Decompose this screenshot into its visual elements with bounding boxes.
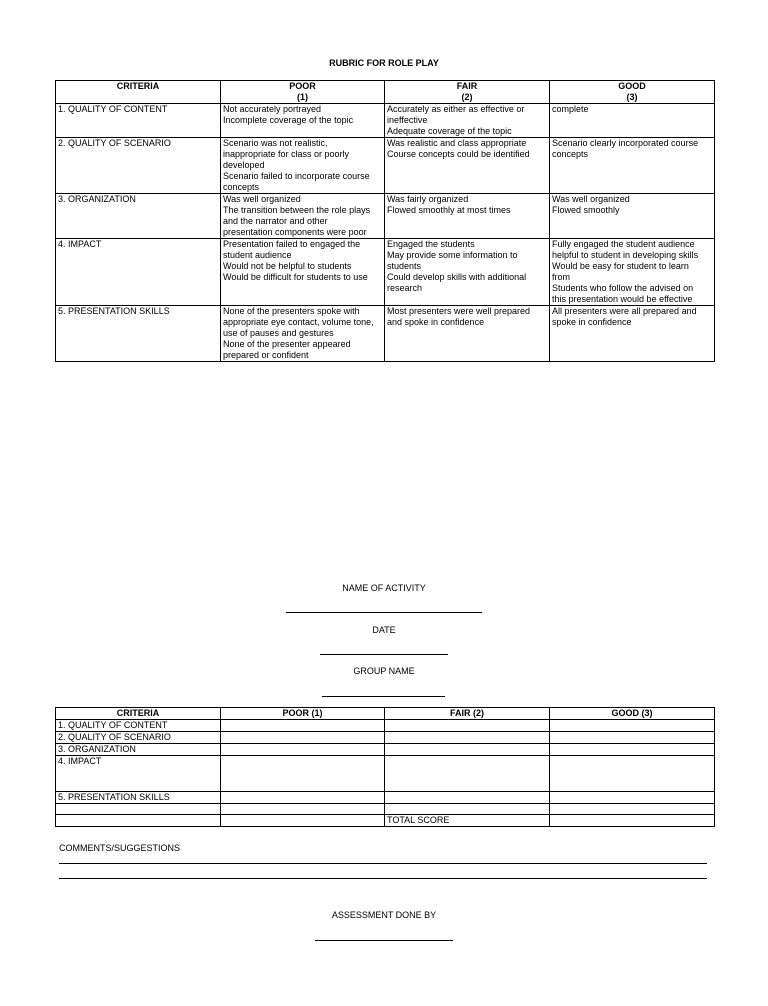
assessment-label: ASSESSMENT DONE BY bbox=[331, 910, 437, 920]
rubric-header-criteria: CRITERIA bbox=[56, 81, 221, 104]
rubric-cell-good: Scenario clearly incorporated course concepts bbox=[550, 138, 715, 194]
score-header-row bbox=[56, 708, 715, 720]
score-row-impact bbox=[56, 756, 715, 792]
rubric-cell-criteria: 5. PRESENTATION SKILLS bbox=[56, 306, 221, 362]
score-criteria: 1. QUALITY OF CONTENT bbox=[56, 720, 221, 732]
rubric-cell-fair: Was fairly organized Flowed smoothly at most times bbox=[385, 194, 550, 239]
score-row-total bbox=[56, 815, 715, 827]
score-row-scenario bbox=[56, 732, 715, 744]
score-criteria: 2. QUALITY OF SCENARIO bbox=[56, 732, 221, 744]
score-cell-fair[interactable] bbox=[385, 792, 550, 804]
rubric-header-fair: FAIR (2) bbox=[385, 81, 550, 104]
rubric-row bbox=[56, 194, 715, 239]
score-row-content bbox=[56, 720, 715, 732]
rubric-cell-poor: Not accurately portrayed Incomplete coverage of the topic bbox=[221, 104, 385, 138]
rubric-cell-criteria: 2. QUALITY OF SCENARIO bbox=[56, 138, 221, 194]
score-cell-fair[interactable] bbox=[385, 732, 550, 744]
score-header-poor: POOR (1) bbox=[221, 708, 385, 720]
rubric-cell-criteria: 3. ORGANIZATION bbox=[56, 194, 221, 239]
rubric-header-row bbox=[56, 81, 715, 104]
rubric-cell-fair: Most presenters were well prepared and spoke in confidence bbox=[385, 306, 550, 362]
score-cell-fair[interactable] bbox=[385, 744, 550, 756]
score-cell-good[interactable] bbox=[550, 720, 715, 732]
rubric-cell-fair: Engaged the students May provide some information to students Could develop skills with additional research bbox=[385, 239, 550, 306]
rubric-cell-good: Fully engaged the student audience helpful to student in developing skills Would be easy for student to learn from Students who follow the advised on this presentation would be effective bbox=[550, 239, 715, 306]
score-cell-good[interactable] bbox=[550, 804, 715, 815]
score-row-organization bbox=[56, 744, 715, 756]
rubric-row bbox=[56, 306, 715, 362]
score-cell-poor[interactable] bbox=[221, 720, 385, 732]
rubric-cell-fair: Was realistic and class appropriate Course concepts could be identified bbox=[385, 138, 550, 194]
rubric-row bbox=[56, 138, 715, 194]
score-cell-poor[interactable] bbox=[221, 744, 385, 756]
score-cell-fair[interactable] bbox=[385, 756, 550, 792]
score-row-blank bbox=[56, 804, 715, 815]
score-cell-fair[interactable] bbox=[385, 804, 550, 815]
rubric-cell-good: Was well organized Flowed smoothly bbox=[550, 194, 715, 239]
score-cell-poor bbox=[221, 815, 385, 827]
rubric-cell-criteria: 1. QUALITY OF CONTENT bbox=[56, 104, 221, 138]
activity-line[interactable] bbox=[286, 612, 482, 613]
group-line[interactable] bbox=[322, 696, 445, 697]
comments-line-2[interactable] bbox=[59, 878, 707, 879]
rubric-row bbox=[56, 239, 715, 306]
rubric-cell-good: complete bbox=[550, 104, 715, 138]
date-line[interactable] bbox=[320, 654, 448, 655]
rubric-cell-poor: Scenario was not realistic, inappropriate for class or poorly developed Scenario failed to incorporate course concepts bbox=[221, 138, 385, 194]
rubric-cell-poor: Presentation failed to engaged the student audience Would not be helpful to students Would be difficult for students to use bbox=[221, 239, 385, 306]
score-table bbox=[55, 707, 715, 827]
score-cell-fair[interactable] bbox=[385, 720, 550, 732]
page-title: RUBRIC FOR ROLE PLAY bbox=[329, 58, 439, 68]
rubric-cell-poor: Was well organized The transition between the role plays and the narrator and other presentation components were poor bbox=[221, 194, 385, 239]
rubric-row bbox=[56, 104, 715, 138]
score-row-presentation bbox=[56, 792, 715, 804]
score-cell-good[interactable] bbox=[550, 792, 715, 804]
rubric-cell-poor: None of the presenters spoke with appropriate eye contact, volume tone, use of pauses and gestures None of the presenter appeared prepared or confident bbox=[221, 306, 385, 362]
score-cell-poor[interactable] bbox=[221, 756, 385, 792]
activity-label: NAME OF ACTIVITY bbox=[342, 583, 426, 593]
score-criteria: 3. ORGANIZATION bbox=[56, 744, 221, 756]
score-cell-good[interactable] bbox=[550, 732, 715, 744]
rubric-cell-fair: Accurately as either as effective or ineffective Adequate coverage of the topic bbox=[385, 104, 550, 138]
rubric-header-poor: POOR (1) bbox=[221, 81, 385, 104]
comments-line-1[interactable] bbox=[59, 863, 707, 864]
comments-label: COMMENTS/SUGGESTIONS bbox=[59, 843, 181, 853]
rubric-cell-good: All presenters were all prepared and spoke in confidence bbox=[550, 306, 715, 362]
rubric-cell-criteria: 4. IMPACT bbox=[56, 239, 221, 306]
score-header-good: GOOD (3) bbox=[550, 708, 715, 720]
score-criteria: 5. PRESENTATION SKILLS bbox=[56, 792, 221, 804]
assessment-line[interactable] bbox=[315, 940, 453, 941]
date-label: DATE bbox=[372, 625, 396, 635]
score-criteria: 4. IMPACT bbox=[56, 756, 221, 792]
score-cell-poor[interactable] bbox=[221, 804, 385, 815]
score-cell-good[interactable] bbox=[550, 756, 715, 792]
score-header-criteria: CRITERIA bbox=[56, 708, 221, 720]
score-cell-poor[interactable] bbox=[221, 732, 385, 744]
rubric-table bbox=[55, 80, 715, 362]
score-cell-poor[interactable] bbox=[221, 792, 385, 804]
total-score-cell[interactable] bbox=[550, 815, 715, 827]
group-label: GROUP NAME bbox=[353, 666, 415, 676]
rubric-header-good: GOOD (3) bbox=[550, 81, 715, 104]
total-score-label: TOTAL SCORE bbox=[385, 815, 550, 827]
score-criteria bbox=[56, 804, 221, 815]
score-header-fair: FAIR (2) bbox=[385, 708, 550, 720]
score-cell-good[interactable] bbox=[550, 744, 715, 756]
score-criteria bbox=[56, 815, 221, 827]
